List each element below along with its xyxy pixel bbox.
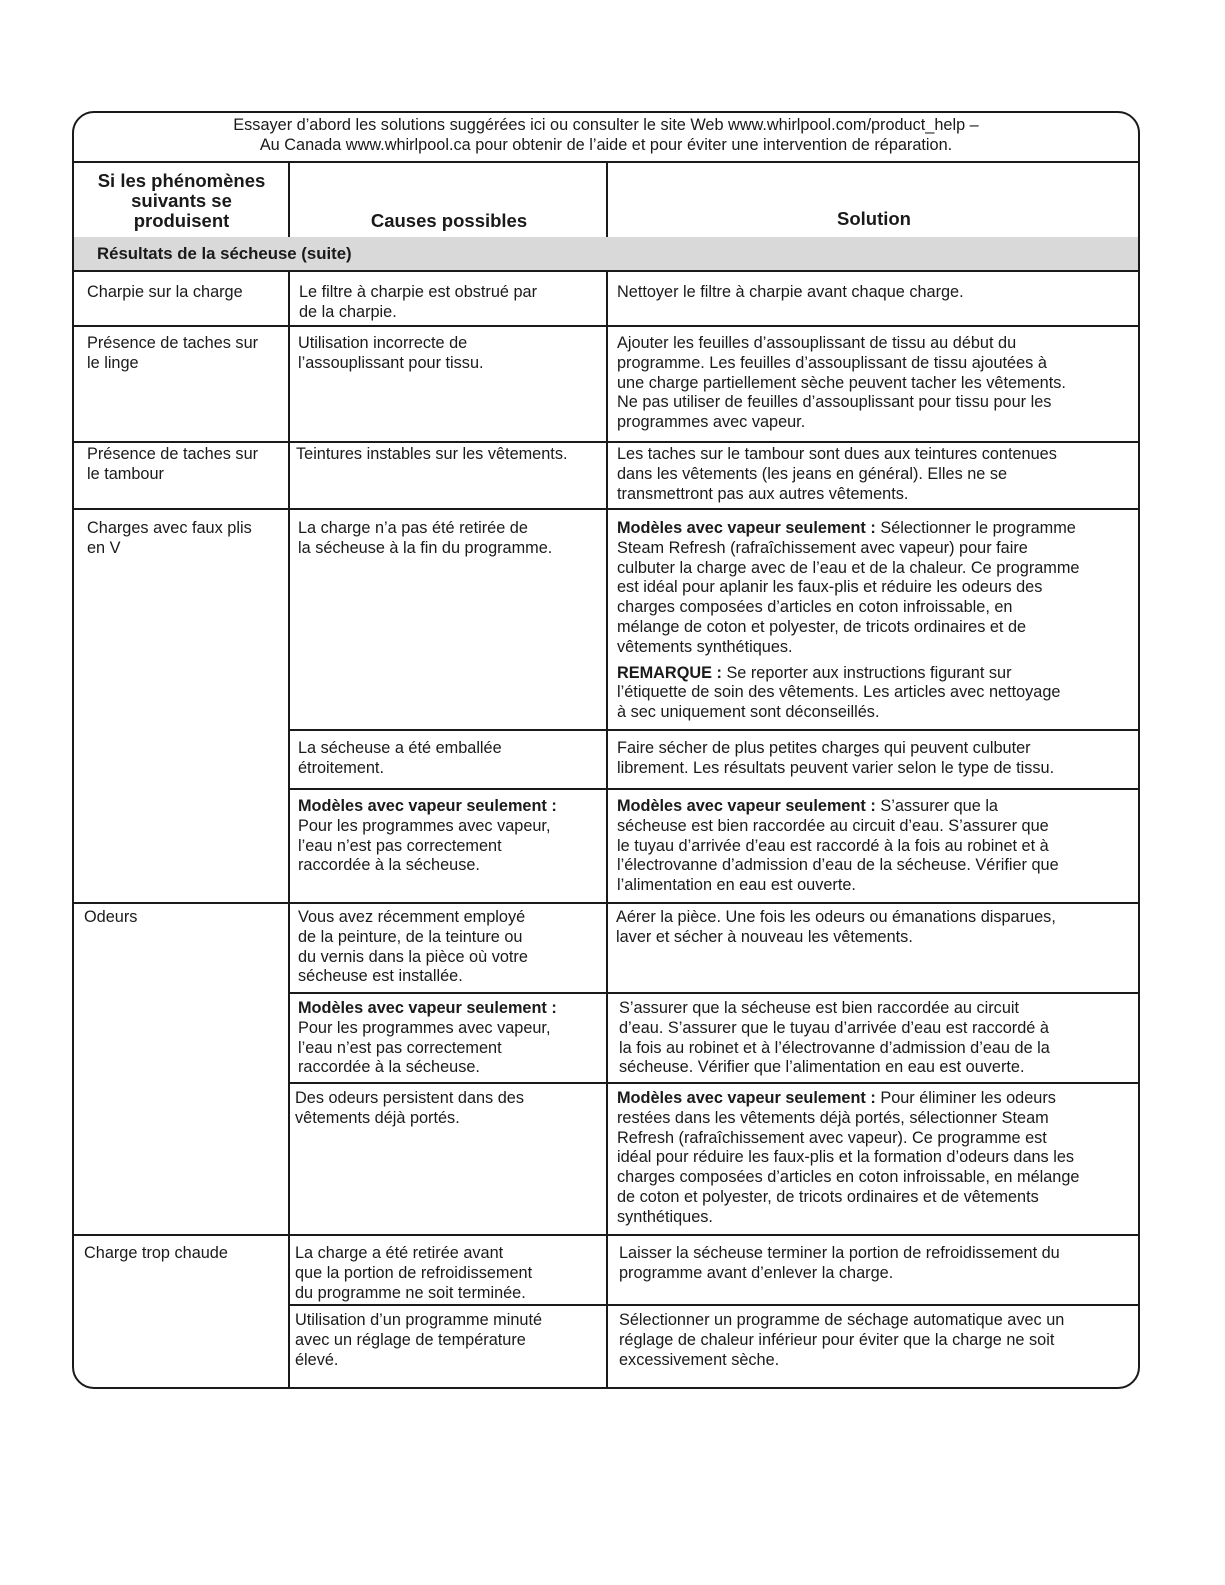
- solution-bold-lead: Modèles avec vapeur seulement :: [617, 519, 876, 537]
- cause-text: Pour les programmes avec vapeur, l’eau n’est pas correctement raccordée à la sécheuse.: [298, 1018, 551, 1077]
- header-symptom-label: Si les phénomènes suivants se produisent: [97, 170, 266, 231]
- cause-text: Teintures instables sur les vêtements.: [296, 445, 568, 463]
- header-solution-label: Solution: [837, 208, 911, 229]
- column-divider: [288, 272, 290, 1387]
- row-cause: [299, 283, 604, 323]
- solution-text: Les taches sur le tambour sont dues aux teintures contenues dans les vêtements (les jeans en général). Elles ne se transmettront pas aux autres vêtements.: [617, 445, 1057, 503]
- solution-text: Aérer la pièce. Une fois les odeurs ou émanations disparues, laver et sécher à nouveau les vêtements.: [616, 908, 1056, 946]
- intro-line-1: Essayer d’abord les solutions suggérées ici ou consulter le site Web www.whirlpool.com/product_help –: [233, 116, 979, 134]
- solution-text: Pour éliminer les odeurs restées dans les vêtements déjà portés, sélectionner Steam Refresh (rafraîchissement avec vapeur). Ce programme est idéal pour réduire les faux-plis et la formation d’odeurs dans les charges composées d’articles en coton infroissable, en mélange de coton et polyester, de tricots ordinaires et de vêtements synthétiques.: [617, 1089, 1080, 1226]
- row-symptom: [87, 334, 285, 374]
- row-cause: [298, 519, 603, 559]
- cause-text: Pour les programmes avec vapeur, l’eau n’est pas correctement raccordée à la sécheuse.: [298, 816, 551, 875]
- row-solution: [616, 908, 1138, 948]
- row-cause: [296, 445, 605, 465]
- column-divider: [606, 163, 608, 237]
- row-cause: [298, 739, 603, 779]
- cause-text: La charge a été retirée avant que la portion de refroidissement du programme ne soit terminée.: [295, 1244, 533, 1302]
- solution-bold-lead: Modèles avec vapeur seulement :: [617, 1089, 876, 1107]
- row-cause: [298, 908, 603, 987]
- row-solution: [617, 739, 1137, 779]
- row-symptom: [84, 1244, 282, 1264]
- sub-row-divider: [289, 788, 1138, 790]
- row-solution: [619, 1244, 1137, 1284]
- symptom-text: Présence de taches sur le tambour: [87, 445, 259, 483]
- header-causes: [290, 211, 608, 231]
- section-title: Résultats de la sécheuse (suite): [74, 237, 1138, 272]
- symptom-text: Charge trop chaude: [84, 1244, 228, 1262]
- symptom-text: Odeurs: [84, 908, 138, 926]
- row-cause: [298, 334, 603, 374]
- row-symptom: [87, 519, 285, 559]
- cause-text: Utilisation incorrecte de l’assouplissant pour tissu.: [298, 334, 484, 372]
- solution-text: Ajouter les feuilles d’assouplissant de tissu au début du programme. Les feuilles d’assouplissant de tissu ajoutées à une charge partiellement sèche peuvent tacher les vêtements. Ne pas utiliser de feuilles d’assouplissant pour tissu pour les programmes avec vapeur.: [617, 334, 1066, 432]
- row-cause: [298, 797, 603, 876]
- symptom-text: Présence de taches sur le linge: [87, 334, 259, 372]
- row-solution: [617, 797, 1137, 896]
- symptom-text: Charges avec faux plis en V: [87, 519, 252, 557]
- row-cause: [295, 1311, 603, 1370]
- row-solution: [617, 334, 1137, 433]
- cause-bold-lead: Modèles avec vapeur seulement :: [298, 797, 557, 815]
- row-solution: [619, 999, 1137, 1078]
- sub-row-divider: [289, 729, 1138, 731]
- solution-text: S’assurer que la sécheuse est bien raccordée au circuit d’eau. S’assurer que le tuyau d’arrivée d’eau est raccordé à la fois au robinet et à l’électrovanne d’admission d’eau de la sécheuse. Vérifier que l’alimentation en eau est ouverte.: [619, 999, 1050, 1077]
- cause-bold-lead: Modèles avec vapeur seulement :: [298, 999, 557, 1017]
- cause-text: La sécheuse a été emballée étroitement.: [298, 739, 502, 777]
- solution-text: Sélectionner un programme de séchage automatique avec un réglage de chaleur inférieur pour éviter que la charge ne soit excessivement sèche.: [619, 1311, 1065, 1369]
- note-bold-lead: REMARQUE :: [617, 663, 722, 682]
- row-solution: [617, 283, 1135, 303]
- row-symptom: [87, 283, 285, 303]
- row-cause: [295, 1244, 603, 1303]
- intro-banner: [74, 113, 1138, 163]
- sub-row-divider: [289, 1082, 1138, 1084]
- cause-text: Vous avez récemment employé de la peinture, de la teinture ou du vernis dans la pièce où votre sécheuse est installée.: [298, 908, 528, 986]
- intro-line-2: Au Canada www.whirlpool.ca pour obtenir de l’aide et pour éviter une intervention de réparation.: [259, 135, 953, 154]
- column-divider: [288, 163, 290, 237]
- cause-text: Des odeurs persistent dans des vêtements déjà portés.: [295, 1089, 524, 1127]
- cause-text: Utilisation d’un programme minuté avec un réglage de température élevé.: [295, 1311, 543, 1369]
- row-symptom: [84, 908, 282, 928]
- sub-row-divider: [289, 1304, 1138, 1306]
- troubleshooting-table: [72, 111, 1140, 1389]
- solution-text: Faire sécher de plus petites charges qui peuvent culbuter librement. Les résultats peuvent varier selon le type de tissu.: [617, 739, 1055, 777]
- symptom-text: Charpie sur la charge: [87, 283, 243, 301]
- row-symptom: [87, 445, 285, 485]
- sub-row-divider: [289, 992, 1138, 994]
- header-solution: [608, 209, 1140, 229]
- column-divider: [606, 272, 608, 1387]
- solution-text: S’assurer que la sécheuse est bien raccordée au circuit d’eau. S’assurer que le tuyau d’arrivée d’eau est raccordé à la fois au robinet et à l’électrovanne d’admission d’eau de la sécheuse. Vérifier que l’alimentation en eau est ouverte.: [617, 797, 1059, 895]
- solution-text: Sélectionner le programme Steam Refresh (rafraîchissement avec vapeur) pour faire culbuter la charge avec de l’eau et de la chaleur. Ce programme est idéal pour aplanir les faux-plis et réduire les odeurs des charges composées d’articles en coton infroissable, en mélange de coton et polyester, de tricots ordinaires et de vêtements synthétiques.: [617, 519, 1080, 656]
- row-cause: [298, 999, 603, 1078]
- row-solution: [617, 519, 1139, 723]
- row-cause: [295, 1089, 603, 1129]
- row-solution: [617, 445, 1137, 504]
- cause-text: Le filtre à charpie est obstrué par de la charpie.: [299, 283, 538, 321]
- solution-bold-lead: Modèles avec vapeur seulement :: [617, 797, 876, 815]
- solution-text: Nettoyer le filtre à charpie avant chaque charge.: [617, 283, 964, 301]
- row-solution: [617, 1089, 1139, 1228]
- note-text: Se reporter aux instructions figurant sur l’étiquette de soin des vêtements. Les articles avec nettoyage à sec uniquement sont déconseillés.: [617, 663, 1061, 722]
- header-symptom: [74, 171, 289, 231]
- cause-text: La charge n’a pas été retirée de la sécheuse à la fin du programme.: [298, 519, 553, 557]
- header-causes-label: Causes possibles: [370, 210, 528, 231]
- solution-text: Laisser la sécheuse terminer la portion de refroidissement du programme avant d’enlever la charge.: [619, 1244, 1060, 1282]
- row-solution: [619, 1311, 1137, 1370]
